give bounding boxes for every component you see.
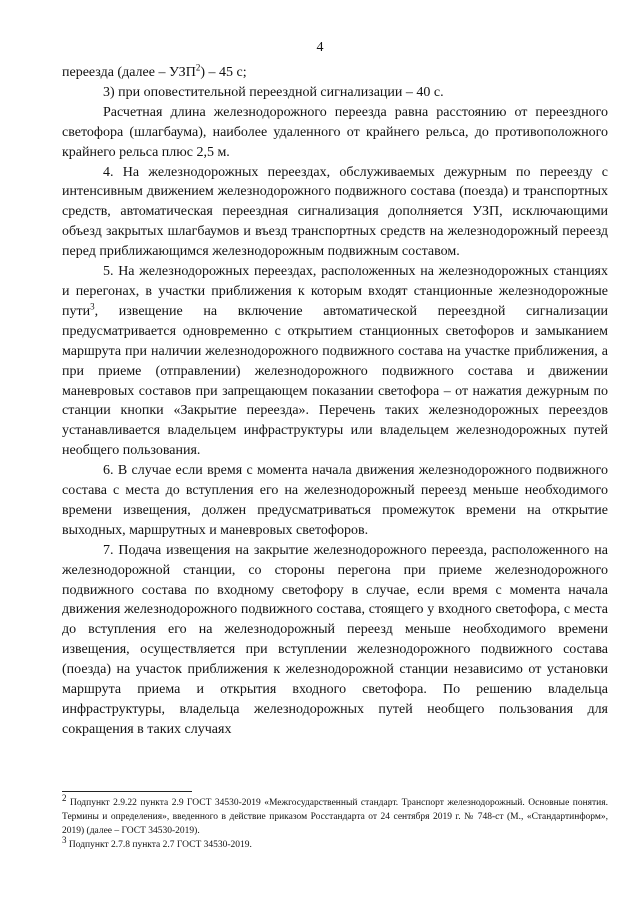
footnote-divider: [62, 791, 192, 792]
paragraph-item-6: 6. В случае если время с момента начала движения железнодорожного подвижного состава с места до вступления его на железнодорожный переезд меньше необходимого времени извещения, должен предусматриваться промежуток времени на открытие выходных, маршрутных и маневровых светофоров.: [62, 463, 608, 538]
paragraph-uzp-continuation: переезда (далее – УЗП$^2$) – 45 с;: [62, 62, 247, 80]
paragraph-item-3: 3) при оповестительной переездной сигнализации – 40 с.: [103, 84, 444, 100]
footnotes-section: [62, 791, 608, 852]
paragraph-item-5: 5. На железнодорожных переездах, расположенных на железнодорожных станциях и перегонах, в участки приближения к которым входят станционные железнодорожные пути$^3$, извещение на включение автоматической переездной сигнализации предусматривается одновременно с открытием станционных светофоров и замыканием маршрута при наличии железнодорожного подвижного состава на участке приближения, а при приеме (отправлении) железнодорожного подвижного состава и движении маневровых составов при запрещающем показании светофора – от нажатия дежурным по станции кнопки «Закрытие переезда». Перечень таких железнодорожных переездов устанавливается владельцем инфраструктуры или владельцем железнодорожных путей необщего пользования.: [62, 264, 608, 459]
footnote-text: Подпункт 2.9.22 пункта 2.9 ГОСТ 34530-2019 «Межгосударственный стандарт. Транспорт железнодорожный. Основные понятия. Термины и определения», введенного в действие приказом Росстандарта от 24 сентября 2019 г. № 748-ст (М., «Стандартинформ», 2019) (далее – ГОСТ 34530-2019).: [62, 798, 609, 836]
body-text: [62, 63, 608, 740]
footnote-3: [62, 834, 608, 852]
page-number: 4: [316, 40, 324, 55]
paragraph-item-4: 4. На железнодорожных переездах, обслуживаемых дежурным по переезду с интенсивным движением железнодорожного подвижного состава (поезда) и транспортных средств, автоматическая переездная сигнализация дополняется УЗП, исключающими объезд закрытых шлагбаумов и въезд транспортных средств на железнодорожный переезд перед приближающимся железнодорожным подвижным составом.: [62, 164, 608, 260]
paragraph-item-7: 7. Подача извещения на закрытие железнодорожного переезда, расположенного на железнодорожной станции, со стороны перегона при приеме железнодорожного подвижного состава по входному светофору в случае, если время с момента начала движения железнодорожного подвижного состава, стоящего у входного светофора, с места до вступления его на железнодорожный переезд меньше необходимого времени извещения, осуществляется при вступлении железнодорожного подвижного состава (поезда) на участок приближения к железнодорожной станции независимо от установки маршрута приема и открытия входного светофора. По решению владельца инфраструктуры, владельца железнодорожных путей необщего пользования для сокращения в таких случаях: [62, 542, 608, 737]
paragraph-crossing-length: Расчетная длина железнодорожного переезда равна расстоянию от переездного светофора (шлагбаума), наиболее удаленного от крайнего рельса, до противоположного крайнего рельса плюс 2,5 м.: [62, 104, 608, 160]
footnote-ref-3[interactable]: 3: [90, 301, 95, 312]
footnote-text: Подпункт 2.7.8 пункта 2.7 ГОСТ 34530-2019.: [68, 840, 252, 850]
footnote-mark: 2: [62, 792, 67, 803]
footnote-ref-2[interactable]: 2: [195, 62, 201, 73]
footnote-2: [62, 792, 609, 838]
footnote-mark: 3: [62, 834, 67, 845]
